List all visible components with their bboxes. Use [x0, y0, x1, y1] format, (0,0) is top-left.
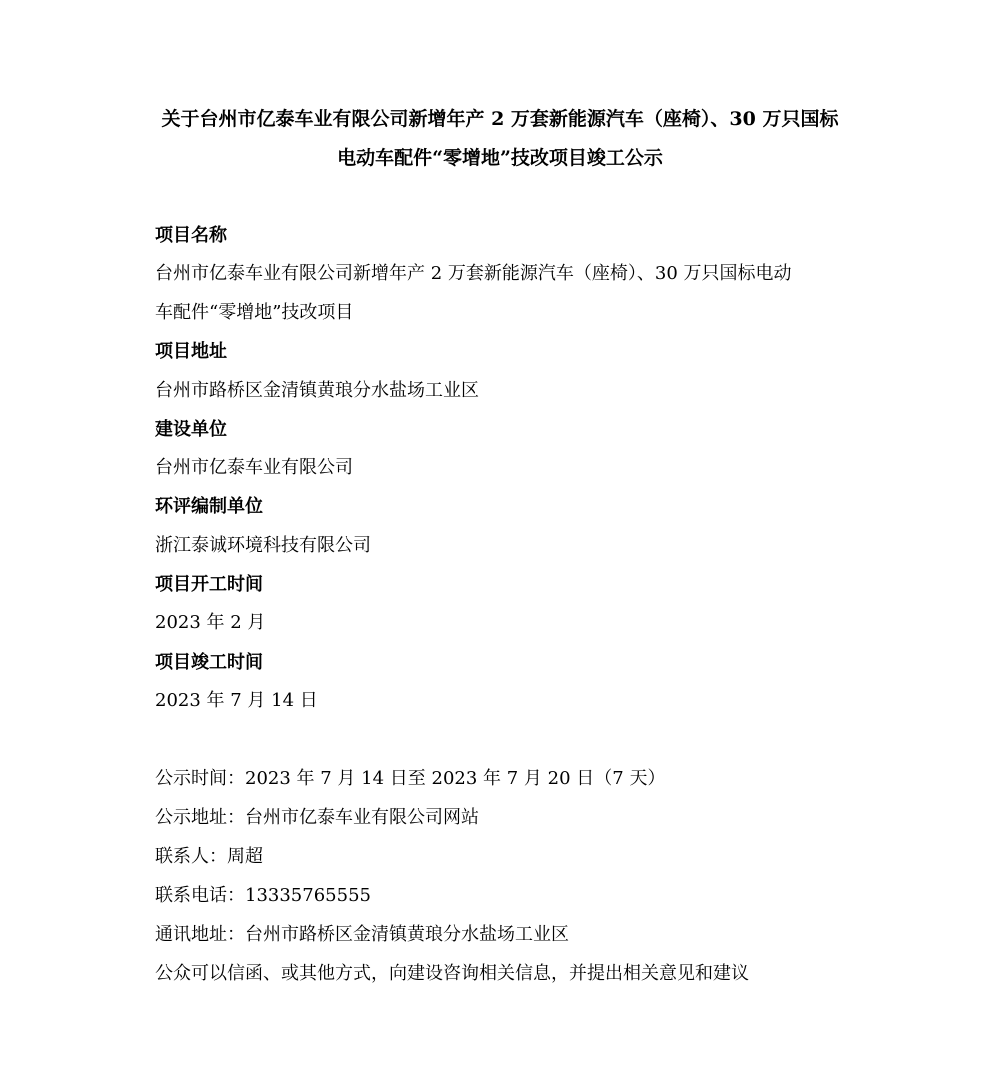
notice-address: 公示地址：台州市亿泰车业有限公司网站	[155, 807, 479, 828]
field-label-project-name: 项目名称	[155, 225, 227, 246]
field-label-completion-time: 项目竣工时间	[155, 652, 263, 673]
notice-contact-phone: 联系电话：13335765555	[155, 885, 371, 906]
notice-period: 公示时间：2023 年 7 月 14 日至 2023 年 7 月 20 日（7 天）	[155, 768, 666, 789]
field-value-construction-unit: 台州市亿泰车业有限公司	[155, 457, 353, 478]
field-label-construction-unit: 建设单位	[155, 419, 227, 440]
field-value-project-name-line-2: 车配件“零增地”技改项目	[155, 302, 354, 323]
field-label-project-address: 项目地址	[155, 341, 227, 362]
document-title-line-1: 关于台州市亿泰车业有限公司新增年产 2 万套新能源汽车（座椅）、30 万只国标	[161, 108, 839, 130]
notice-contact-person: 联系人：周超	[155, 846, 263, 867]
field-label-start-time: 项目开工时间	[155, 574, 263, 595]
notice-mailing-address: 通讯地址：台州市路桥区金清镇黄琅分水盐场工业区	[155, 924, 569, 945]
field-value-completion-time: 2023 年 7 月 14 日	[155, 690, 318, 711]
field-value-start-time: 2023 年 2 月	[155, 612, 266, 633]
field-value-project-address: 台州市路桥区金清镇黄琅分水盐场工业区	[155, 380, 479, 401]
document-title-line-2: 电动车配件“零增地”技改项目竣工公示	[337, 147, 663, 169]
field-value-project-name-line-1: 台州市亿泰车业有限公司新增年产 2 万套新能源汽车（座椅）、30 万只国标电动	[155, 263, 792, 284]
notice-public-feedback: 公众可以信函、或其他方式，向建设咨询相关信息，并提出相关意见和建议	[155, 963, 749, 984]
field-label-eia-unit: 环评编制单位	[155, 496, 263, 517]
field-value-eia-unit: 浙江泰诚环境科技有限公司	[155, 535, 371, 556]
